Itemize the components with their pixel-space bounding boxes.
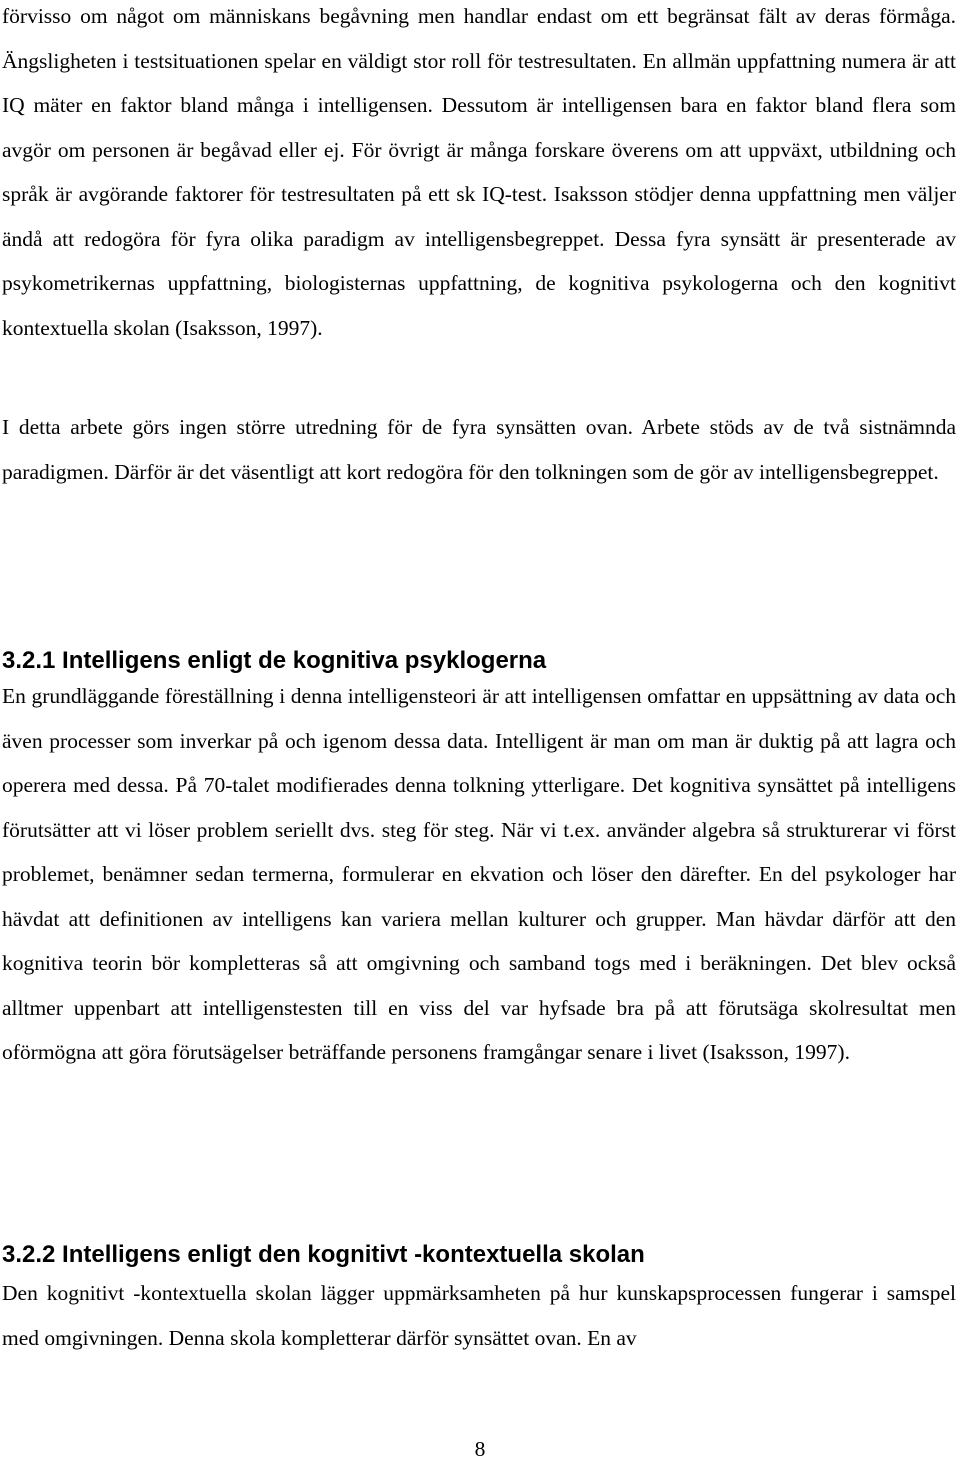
body-paragraph-cognitive-contextual-school: Den kognitivt -kontextuella skolan lägger uppmärksamheten på hur kunskapsprocessen fungerar i samspel med omgivningen. Denna skola kompletterar därför synsättet ovan. En av	[2, 1281, 956, 1350]
body-paragraph-intelligence-tests: förvisso om något om människans begåvning men handlar endast om ett begränsat fält av deras förmåga. Ängsligheten i testsituationen spelar en väldigt stor roll för testresultaten. En allmän uppfattning numera är att IQ mäter en faktor bland många i intelligensen. Dessutom är intelligensen bara en faktor bland flera som avgör om personen är begåvad eller ej. För övrigt är många forskare överens om att uppväxt, utbildning och språk är avgörande faktorer för testresultaten på ett sk IQ-test. Isaksson stödjer denna uppfattning men väljer ändå att redogöra för fyra olika paradigm av intelligensbegreppet. Dessa fyra synsätt är presenterade av psykometrikernas uppfattning, biologisternas uppfattning, de kognitiva psykologerna och den kognitivt kontextuella skolan (Isaksson, 1997).	[2, 4, 956, 340]
section-heading-cognitive-psychologists: 3.2.1 Intelligens enligt de kognitiva psyklogerna	[2, 647, 547, 674]
section-heading-cognitive-contextual-school: 3.2.2 Intelligens enligt den kognitivt -kontextuella skolan	[2, 1241, 645, 1268]
page-number: 8	[474, 1437, 486, 1461]
body-paragraph-paradigm-choice: I detta arbete görs ingen större utredning för de fyra synsätten ovan. Arbete stöds av de två sistnämnda paradigmen. Därför är det väsentligt att kort redogöra för den tolkningen som de gör av intelligensbegreppet.	[2, 415, 956, 484]
body-paragraph-cognitive-psychologists: En grundläggande föreställning i denna intelligensteori är att intelligensen omfattar en uppsättning av data och även processer som inverkar på och igenom dessa data. Intelligent är man om man är duktig på att lagra och operera med dessa. På 70-talet modifierades denna tolkning ytterligare. Det kognitiva synsättet på intelligens förutsätter att vi löser problem seriellt dvs. steg för steg. När vi t.ex. använder algebra så strukturerar vi först problemet, benämner sedan termerna, formulerar en ekvation och löser den därefter. En del psykologer har hävdat att definitionen av intelligens kan variera mellan kulturer och grupper. Man hävdar därför att den kognitiva teorin bör kompletteras så att omgivning och samband togs med i beräkningen. Det blev också alltmer uppenbart att intelligenstesten till en viss del var hyfsade bra på att förutsäga skolresultat men oförmögna att göra förutsägelser beträffande personens framgångar senare i livet (Isaksson, 1997).	[2, 684, 956, 1064]
